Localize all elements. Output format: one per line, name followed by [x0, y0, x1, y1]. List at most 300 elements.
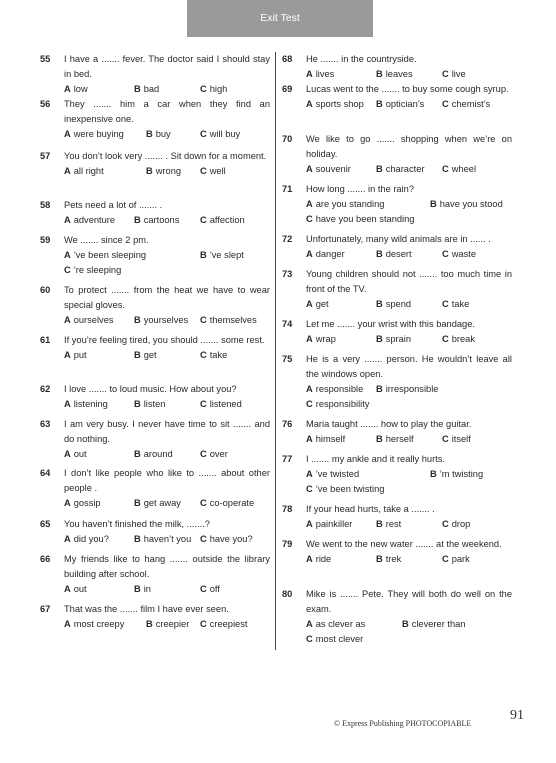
- option-letter: A: [306, 99, 313, 109]
- answer-options: [64, 447, 270, 462]
- option-a: [64, 127, 124, 142]
- answer-options: [306, 617, 512, 632]
- option-text: spend: [385, 299, 412, 309]
- option-c: [306, 397, 369, 412]
- option-b: [376, 517, 401, 532]
- option-text: get away: [143, 498, 181, 508]
- option-letter: B: [376, 249, 383, 259]
- option-c: [306, 212, 414, 227]
- option-b: [134, 496, 181, 511]
- option-letter: C: [442, 299, 449, 309]
- question-text: We like to go ....... shopping when we’re on holiday.: [306, 134, 512, 159]
- option-b: [146, 127, 171, 142]
- question-text: They ....... him a car when they find an inexpensive one.: [64, 99, 270, 124]
- question-number: 71: [282, 184, 293, 194]
- option-letter: A: [64, 250, 71, 260]
- question-number: 61: [40, 335, 51, 345]
- option-letter: B: [376, 384, 383, 394]
- option-a: [306, 332, 336, 347]
- question-text: I love ....... to loud music. How about you?: [64, 384, 237, 394]
- question-number: 79: [282, 539, 293, 549]
- question-text: He ....... in the countryside.: [306, 54, 417, 64]
- option-b: [376, 297, 411, 312]
- option-b: [134, 313, 188, 328]
- option-text: leaves: [385, 69, 413, 79]
- answer-options: [306, 552, 512, 567]
- option-letter: C: [200, 215, 207, 225]
- option-b: [376, 67, 413, 82]
- question-text: If you’re feeling tired, you should ....... some rest.: [64, 335, 265, 345]
- option-letter: B: [134, 215, 141, 225]
- option-a: [306, 617, 365, 632]
- option-text: painkiller: [315, 519, 353, 529]
- option-text: did you?: [73, 534, 109, 544]
- option-text: get: [315, 299, 329, 309]
- option-text: waste: [451, 249, 477, 259]
- option-b: [146, 164, 181, 179]
- option-letter: C: [442, 519, 449, 529]
- question-number: 65: [40, 519, 51, 529]
- option-c: [306, 632, 363, 647]
- question-62: [40, 382, 270, 412]
- option-text: off: [209, 584, 220, 594]
- answer-options: [64, 348, 270, 363]
- question-71: [282, 182, 512, 227]
- option-c: [64, 263, 121, 278]
- option-letter: B: [376, 434, 383, 444]
- option-letter: A: [306, 434, 313, 444]
- question-text: We ....... since 2 pm.: [64, 235, 149, 245]
- option-text: ’ve twisted: [315, 469, 360, 479]
- question-text: If your head hurts, take a ....... .: [306, 504, 435, 514]
- option-text: creepier: [155, 619, 190, 629]
- question-59: [40, 233, 270, 278]
- option-text: have you been standing: [315, 214, 415, 224]
- question-text: I don’t like people who like to ....... about other people .: [64, 468, 270, 493]
- option-text: irresponsible: [385, 384, 439, 394]
- question-56: [40, 97, 270, 142]
- question-number: 57: [40, 151, 51, 161]
- option-text: ’m twisting: [439, 469, 484, 479]
- option-letter: C: [200, 166, 207, 176]
- question-61: [40, 333, 270, 363]
- question-72: [282, 232, 512, 262]
- option-b: [134, 397, 165, 412]
- question-63: [40, 417, 270, 462]
- option-letter: A: [64, 498, 71, 508]
- option-letter: B: [146, 166, 153, 176]
- option-letter: A: [64, 129, 71, 139]
- option-a: [64, 582, 87, 597]
- option-text: ride: [315, 554, 332, 564]
- question-78: [282, 502, 512, 532]
- question-number: 68: [282, 54, 293, 64]
- option-b: [402, 617, 465, 632]
- option-letter: A: [64, 399, 71, 409]
- option-letter: A: [64, 534, 71, 544]
- option-c: [200, 348, 227, 363]
- option-text: in: [143, 584, 151, 594]
- option-letter: C: [306, 634, 313, 644]
- option-b: [134, 348, 157, 363]
- question-69: [282, 82, 512, 112]
- option-text: souvenir: [315, 164, 351, 174]
- question-number: 80: [282, 589, 293, 599]
- question-number: 69: [282, 84, 293, 94]
- option-c: [200, 532, 253, 547]
- option-text: danger: [315, 249, 345, 259]
- answer-options: [64, 496, 270, 511]
- option-b: [134, 82, 159, 97]
- option-a: [306, 162, 351, 177]
- option-c: [442, 552, 470, 567]
- option-text: high: [209, 84, 228, 94]
- question-65: [40, 517, 270, 547]
- question-text: He is a very ....... person. He wouldn’t leave all the windows open.: [306, 354, 512, 379]
- option-letter: A: [306, 519, 313, 529]
- option-b: [376, 552, 401, 567]
- option-c: [442, 332, 475, 347]
- option-text: optician’s: [385, 99, 425, 109]
- option-c: [442, 162, 476, 177]
- option-a: [306, 517, 352, 532]
- question-number: 76: [282, 419, 293, 429]
- question-text: Unfortunately, many wild animals are in ...... .: [306, 234, 491, 244]
- option-a: [306, 382, 363, 397]
- option-letter: A: [306, 299, 313, 309]
- answer-options: [306, 517, 512, 532]
- option-letter: A: [64, 166, 71, 176]
- option-text: affection: [209, 215, 245, 225]
- question-text: That was the ....... film I have ever seen.: [64, 604, 229, 614]
- answer-options: [64, 582, 270, 597]
- option-text: trek: [385, 554, 402, 564]
- option-letter: C: [200, 399, 207, 409]
- option-a: [64, 532, 109, 547]
- option-text: yourselves: [143, 315, 189, 325]
- option-letter: A: [306, 619, 313, 629]
- option-letter: B: [200, 250, 207, 260]
- option-letter: C: [200, 84, 207, 94]
- answer-options: [64, 164, 270, 179]
- option-text: adventure: [73, 215, 116, 225]
- option-text: wrong: [155, 166, 182, 176]
- option-letter: A: [306, 469, 313, 479]
- question-text: You haven’t finished the milk, .......?: [64, 519, 210, 529]
- option-a: [64, 248, 146, 263]
- option-letter: C: [200, 350, 207, 360]
- option-text: themselves: [209, 315, 257, 325]
- option-letter: A: [64, 315, 71, 325]
- option-a: [306, 247, 345, 262]
- option-text: creepiest: [209, 619, 248, 629]
- option-text: cartoons: [143, 215, 180, 225]
- question-60: [40, 283, 270, 328]
- question-number: 56: [40, 99, 51, 109]
- answer-options: [64, 248, 270, 263]
- option-letter: B: [146, 619, 153, 629]
- option-a: [64, 496, 101, 511]
- answer-options: [306, 482, 512, 497]
- option-b: [376, 332, 411, 347]
- question-77: [282, 452, 512, 497]
- option-letter: C: [200, 534, 207, 544]
- option-b: [134, 532, 191, 547]
- option-letter: C: [442, 554, 449, 564]
- question-80: [282, 587, 512, 647]
- question-text: You don’t look very ....... . Sit down for a moment.: [64, 151, 267, 161]
- option-c: [200, 127, 240, 142]
- option-b: [134, 213, 179, 228]
- option-letter: A: [64, 84, 71, 94]
- column-divider: [275, 52, 276, 650]
- option-letter: A: [306, 554, 313, 564]
- option-c: [442, 247, 476, 262]
- option-text: wrap: [315, 334, 336, 344]
- question-55: [40, 52, 270, 97]
- option-c: [200, 213, 245, 228]
- option-letter: B: [134, 534, 141, 544]
- option-letter: B: [376, 164, 383, 174]
- option-text: around: [143, 449, 173, 459]
- option-letter: C: [442, 164, 449, 174]
- option-letter: C: [64, 265, 71, 275]
- question-number: 58: [40, 200, 51, 210]
- option-b: [376, 432, 414, 447]
- option-c: [442, 432, 471, 447]
- option-a: [64, 348, 87, 363]
- option-letter: B: [376, 334, 383, 344]
- question-number: 66: [40, 554, 51, 564]
- option-letter: C: [442, 249, 449, 259]
- option-letter: B: [134, 84, 141, 94]
- option-letter: A: [306, 249, 313, 259]
- option-text: get: [143, 350, 157, 360]
- question-number: 62: [40, 384, 51, 394]
- option-c: [200, 617, 247, 632]
- option-letter: C: [200, 315, 207, 325]
- question-number: 78: [282, 504, 293, 514]
- option-text: lives: [315, 69, 335, 79]
- option-text: gossip: [73, 498, 101, 508]
- option-a: [64, 313, 114, 328]
- option-b: [430, 197, 503, 212]
- question-text: Young children should not ....... too much time in front of the TV.: [306, 269, 512, 294]
- answer-options: [306, 212, 512, 227]
- option-letter: B: [134, 449, 141, 459]
- answer-options: [306, 332, 512, 347]
- answer-options: [306, 467, 512, 482]
- option-b: [376, 162, 424, 177]
- option-text: cleverer than: [411, 619, 466, 629]
- option-a: [306, 432, 345, 447]
- question-73: [282, 267, 512, 312]
- option-text: desert: [385, 249, 412, 259]
- option-letter: C: [200, 129, 207, 139]
- answer-options: [306, 632, 512, 647]
- option-letter: A: [64, 449, 71, 459]
- option-text: ’ve been twisting: [315, 484, 385, 494]
- option-letter: B: [134, 498, 141, 508]
- answer-options: [306, 432, 512, 447]
- option-b: [376, 382, 438, 397]
- option-letter: C: [306, 399, 313, 409]
- option-letter: B: [134, 584, 141, 594]
- question-number: 55: [40, 54, 51, 64]
- option-text: listening: [73, 399, 108, 409]
- option-letter: B: [376, 299, 383, 309]
- option-text: drop: [451, 519, 471, 529]
- answer-options: [64, 313, 270, 328]
- option-text: take: [451, 299, 470, 309]
- option-letter: C: [200, 498, 207, 508]
- option-text: low: [73, 84, 88, 94]
- option-letter: C: [442, 334, 449, 344]
- option-letter: B: [430, 199, 437, 209]
- option-letter: B: [376, 519, 383, 529]
- question-68: [282, 52, 512, 82]
- question-67: [40, 602, 270, 632]
- question-number: 72: [282, 234, 293, 244]
- option-c: [200, 164, 226, 179]
- option-c: [200, 313, 257, 328]
- option-text: listen: [143, 399, 166, 409]
- option-text: ’ve slept: [209, 250, 244, 260]
- option-text: break: [451, 334, 475, 344]
- option-letter: A: [64, 584, 71, 594]
- answer-options: [64, 213, 270, 228]
- question-number: 67: [40, 604, 51, 614]
- option-letter: B: [430, 469, 437, 479]
- question-text: I ....... my ankle and it really hurts.: [306, 454, 445, 464]
- option-text: well: [209, 166, 226, 176]
- option-a: [306, 97, 364, 112]
- question-57: [40, 149, 270, 179]
- option-c: [442, 297, 469, 312]
- option-c: [200, 397, 242, 412]
- answer-options: [64, 397, 270, 412]
- option-text: co-operate: [209, 498, 255, 508]
- question-number: 63: [40, 419, 51, 429]
- answer-options: [64, 532, 270, 547]
- option-letter: A: [64, 619, 71, 629]
- question-number: 64: [40, 468, 51, 478]
- section-header: [187, 0, 373, 37]
- question-text: I have a ....... fever. The doctor said I should stay in bed.: [64, 54, 270, 79]
- option-c: [200, 82, 227, 97]
- question-text: We went to the new water ....... at the weekend.: [306, 539, 502, 549]
- question-number: 73: [282, 269, 293, 279]
- question-number: 75: [282, 354, 293, 364]
- option-letter: C: [200, 619, 207, 629]
- option-letter: A: [306, 69, 313, 79]
- option-b: [146, 617, 189, 632]
- option-letter: C: [442, 69, 449, 79]
- answer-options: [64, 263, 270, 278]
- answer-options: [306, 97, 512, 112]
- option-text: were buying: [73, 129, 124, 139]
- question-text: I am very busy. I never have time to sit ....... and do nothing.: [64, 419, 270, 444]
- question-number: 60: [40, 285, 51, 295]
- option-text: as clever as: [315, 619, 366, 629]
- option-letter: A: [306, 164, 313, 174]
- question-64: [40, 466, 270, 511]
- option-text: have you stood: [439, 199, 503, 209]
- answer-options: [64, 82, 270, 97]
- option-text: bad: [143, 84, 160, 94]
- page-number: 91: [510, 708, 524, 723]
- option-text: live: [451, 69, 466, 79]
- option-letter: B: [134, 350, 141, 360]
- option-letter: A: [64, 215, 71, 225]
- option-letter: C: [306, 214, 313, 224]
- answer-options: [306, 247, 512, 262]
- option-text: sports shop: [315, 99, 364, 109]
- question-number: 59: [40, 235, 51, 245]
- option-a: [306, 467, 359, 482]
- footer-copyright: © Express Publishing PHOTOCOPIABLE: [334, 719, 472, 728]
- option-b: [134, 447, 173, 462]
- option-letter: C: [200, 584, 207, 594]
- option-text: are you standing: [315, 199, 385, 209]
- option-letter: A: [64, 350, 71, 360]
- option-text: over: [209, 449, 228, 459]
- question-number: 77: [282, 454, 293, 464]
- option-text: chemist’s: [451, 99, 491, 109]
- option-letter: A: [306, 384, 313, 394]
- question-text: How long ....... in the rain?: [306, 184, 415, 194]
- option-text: all right: [73, 166, 104, 176]
- option-text: ’ve been sleeping: [73, 250, 147, 260]
- option-c: [200, 447, 228, 462]
- option-text: herself: [385, 434, 414, 444]
- option-letter: C: [442, 99, 449, 109]
- option-a: [306, 67, 334, 82]
- option-letter: B: [402, 619, 409, 629]
- option-a: [306, 552, 331, 567]
- question-66: [40, 552, 270, 597]
- option-a: [306, 197, 384, 212]
- question-text: Maria taught ....... how to play the guitar.: [306, 419, 472, 429]
- option-letter: B: [376, 554, 383, 564]
- option-text: put: [73, 350, 87, 360]
- question-58: [40, 198, 270, 228]
- answer-options: [306, 67, 512, 82]
- option-a: [64, 447, 87, 462]
- option-text: himself: [315, 434, 346, 444]
- option-text: responsible: [315, 384, 364, 394]
- option-letter: B: [376, 69, 383, 79]
- option-text: most clever: [315, 634, 364, 644]
- option-b: [430, 467, 483, 482]
- option-b: [134, 582, 151, 597]
- option-text: out: [73, 584, 87, 594]
- answer-options: [306, 397, 512, 412]
- option-letter: B: [134, 399, 141, 409]
- answer-options: [306, 197, 512, 212]
- option-letter: C: [442, 434, 449, 444]
- question-text: Lucas went to the ....... to buy some cough syrup.: [306, 84, 509, 94]
- option-c: [200, 582, 220, 597]
- option-text: haven’t you: [143, 534, 192, 544]
- option-text: out: [73, 449, 87, 459]
- question-number: 70: [282, 134, 293, 144]
- option-text: take: [209, 350, 228, 360]
- question-74: [282, 317, 512, 347]
- answer-options: [306, 382, 512, 397]
- option-letter: C: [306, 484, 313, 494]
- option-a: [64, 164, 104, 179]
